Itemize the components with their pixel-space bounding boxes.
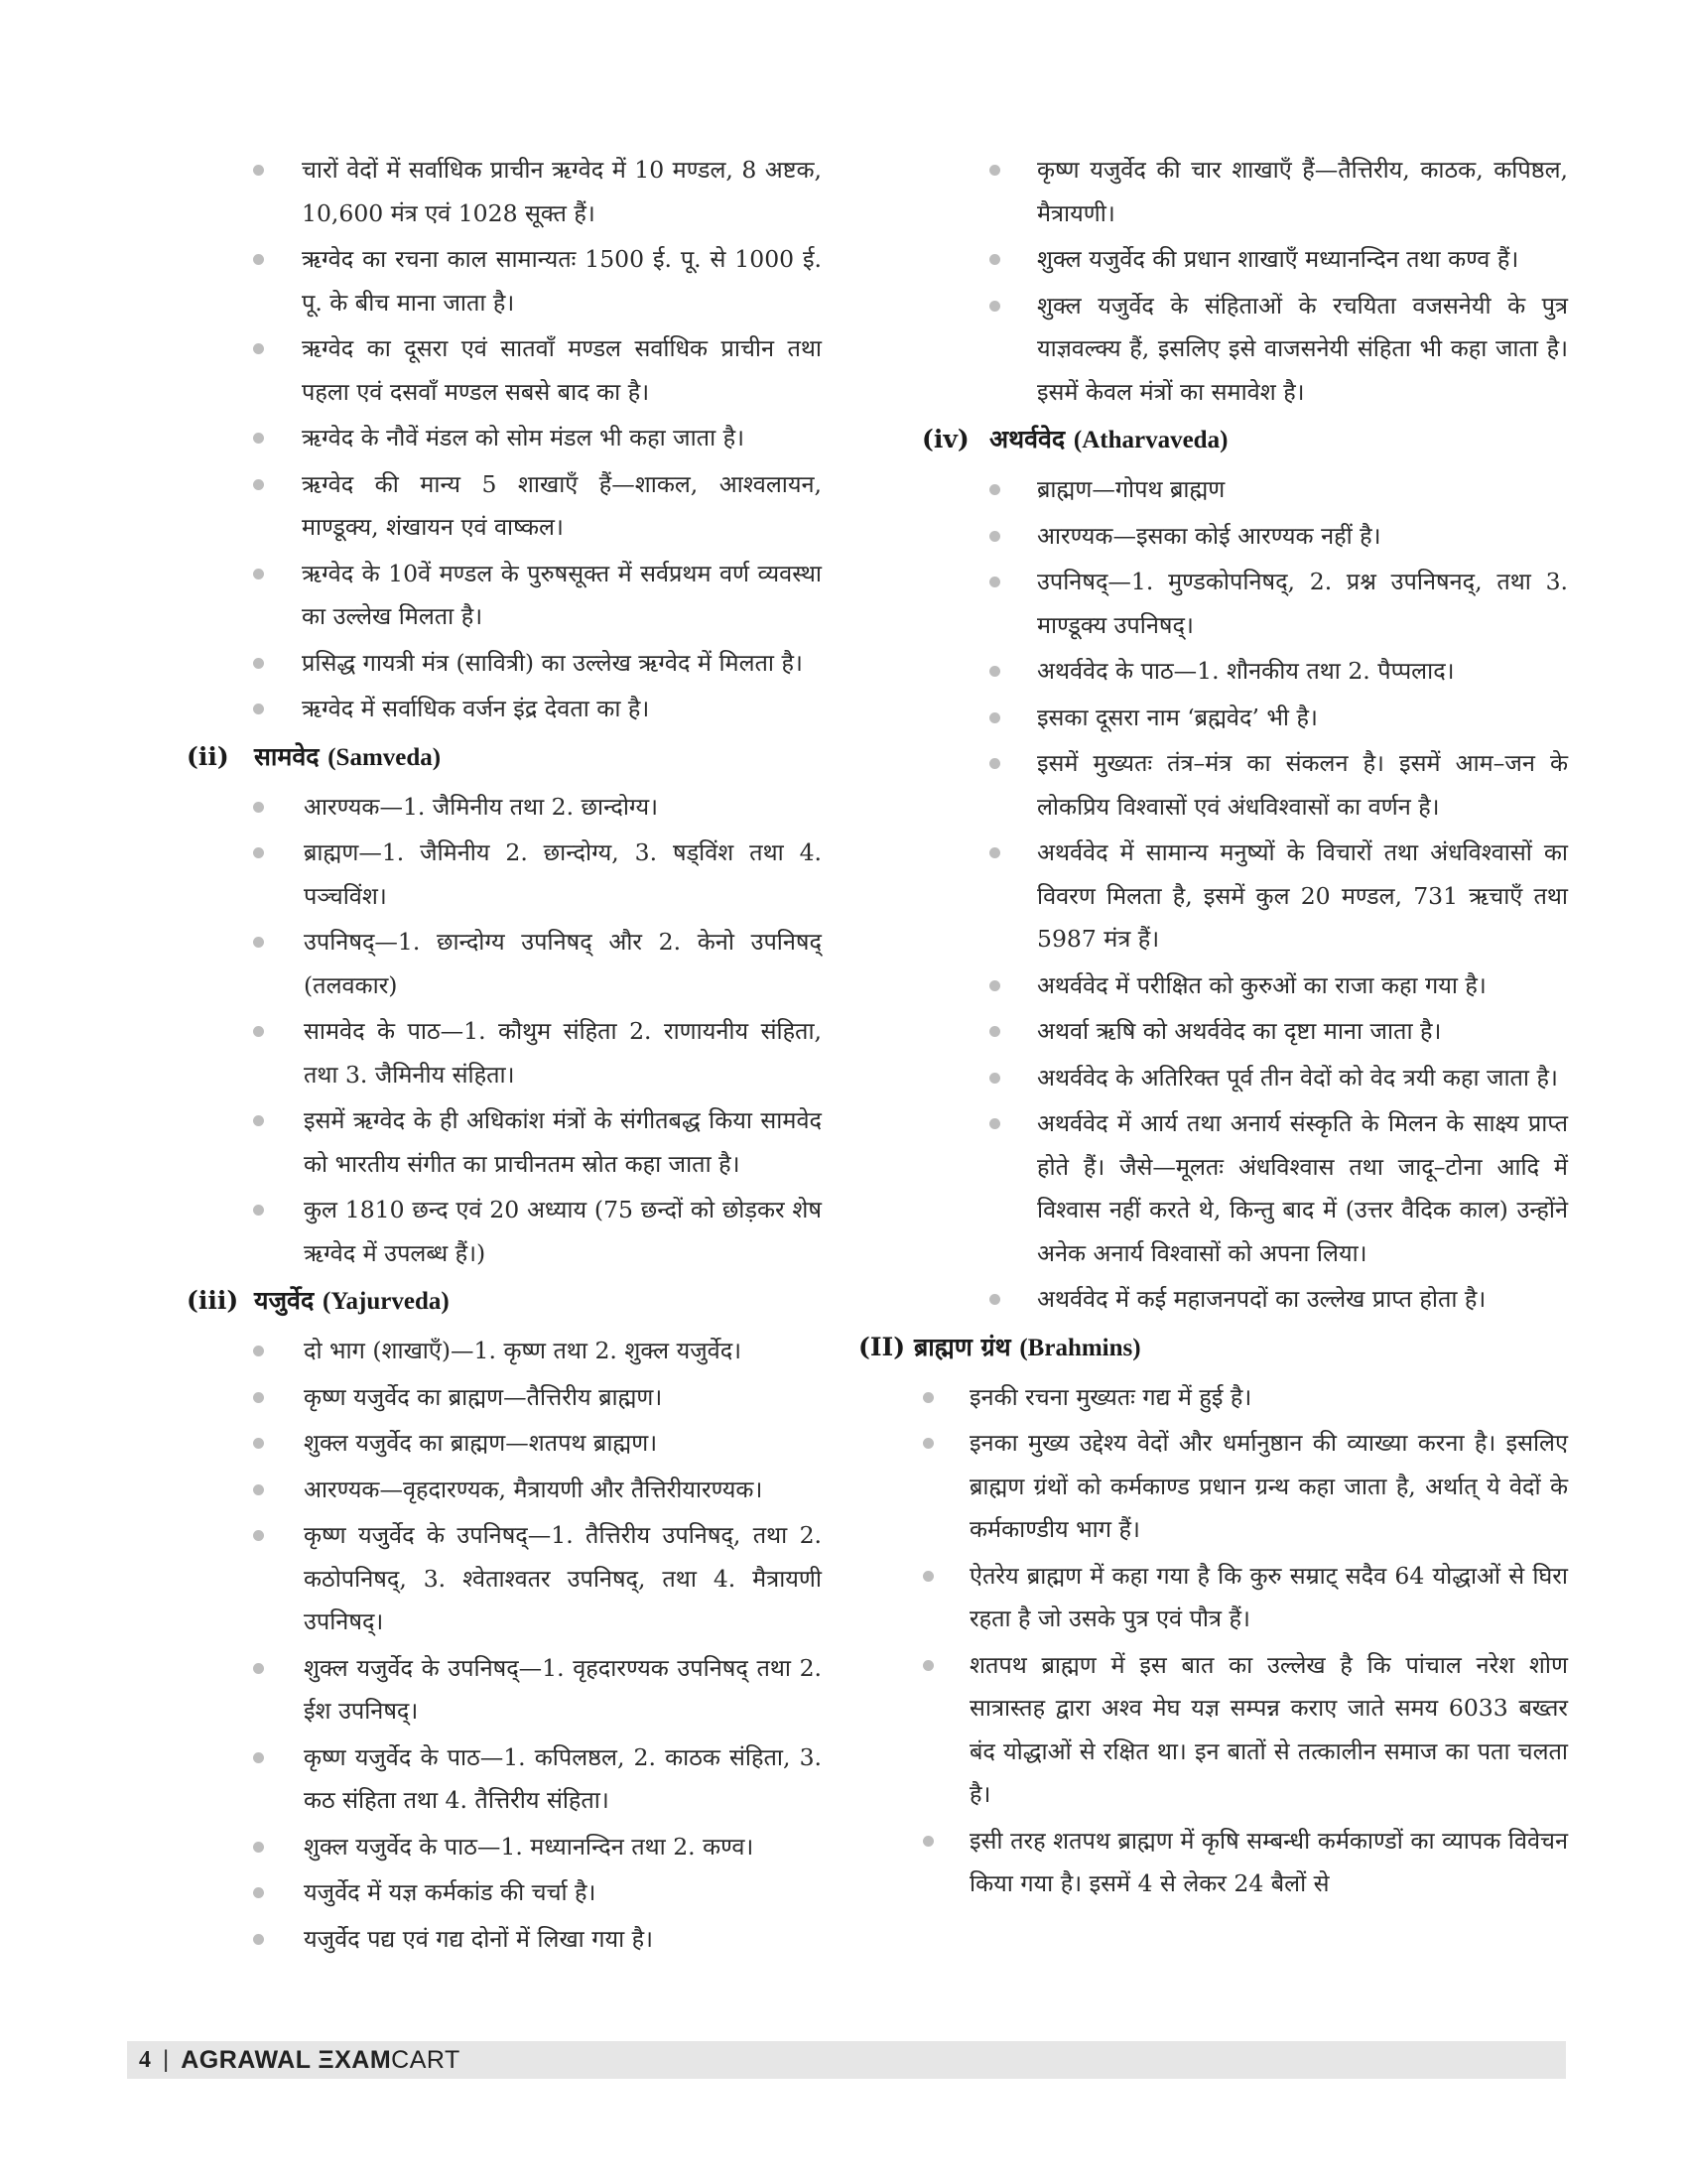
bullet-icon bbox=[253, 343, 264, 354]
samveda-list bbox=[187, 786, 822, 1276]
section-heading-atharvaveda: (iv) अथर्ववेद (Atharvaveda) bbox=[922, 425, 1229, 453]
list-item: यजुर्वेद पद्य एवं गद्य दोनों में लिखा गया है। bbox=[187, 1918, 822, 1962]
bullet-icon bbox=[923, 1660, 934, 1671]
footer-separator: | bbox=[163, 2046, 170, 2073]
list-item: शुक्ल यजुर्वेद के उपनिषद्—1. वृहदारण्यक उपनिषद् तथा 2. ईश उपनिषद्। bbox=[187, 1647, 822, 1734]
list-item: अथर्ववेद में सामान्य मनुष्यों के विचारों तथा अंधविश्वासों का विवरण मिलता है, इसमें कुल 20 मण्डल, 731 ऋचाएँ तथा 5987 मंत्र हैं। bbox=[858, 832, 1568, 962]
bullet-icon bbox=[253, 1026, 264, 1037]
right-column bbox=[858, 149, 1568, 1909]
yajurveda-list bbox=[187, 1330, 822, 1961]
atharvaveda-list bbox=[858, 468, 1568, 1322]
left-column bbox=[187, 149, 822, 1964]
list-item: कृष्ण यजुर्वेद की चार शाखाएँ हैं—तैत्तिरीय, काठक, कपिष्ठल, मैत्रायणी। bbox=[858, 149, 1568, 235]
section-heading-yajurveda: (iii) यजुर्वेद (Yajurveda) bbox=[187, 1286, 450, 1315]
list-item: ऋग्वेद के 10वें मण्डल के पुरुषसूक्त में सर्वप्रथम वर्ण व्यवस्था का उल्लेख मिलता है। bbox=[187, 553, 822, 639]
brand-logo: AGRAWAL ΞXAMCART bbox=[181, 2045, 460, 2074]
bullet-icon bbox=[253, 658, 264, 669]
bullet-icon bbox=[253, 1934, 264, 1945]
page-number: 4 bbox=[139, 2046, 151, 2073]
bullet-icon bbox=[989, 980, 1000, 991]
yajurveda-continued-list bbox=[858, 149, 1568, 414]
page-footer bbox=[127, 2041, 1566, 2079]
list-item: इसमें ऋग्वेद के ही अधिकांश मंत्रों के संगीतबद्ध किया सामवेद को भारतीय संगीत का प्राचीनतम स्रोत कहा जाता है। bbox=[187, 1099, 822, 1186]
list-item: चारों वेदों में सर्वाधिक प्राचीन ऋग्वेद में 10 मण्डल, 8 अष्टक, 10,600 मंत्र एवं 1028 सूक्त हैं। bbox=[187, 149, 822, 235]
bullet-icon bbox=[923, 1392, 934, 1403]
list-item: इनका मुख्य उद्देश्य वेदों और धर्मानुष्ठान की व्याख्या करना है। इसलिए ब्राह्मण ग्रंथों को कर्मकाण्ड प्रधान ग्रन्थ कहा जाता है, अर्थात् ये वेदों के कर्मकाण्डीय भाग हैं। bbox=[858, 1422, 1568, 1552]
list-item: अथर्ववेद में कई महाजनपदों का उल्लेख प्राप्त होता है। bbox=[858, 1278, 1568, 1322]
bullet-icon bbox=[923, 1836, 934, 1847]
list-item: ब्राह्मण—गोपथ ब्राह्मण bbox=[858, 468, 1568, 512]
list-item: यजुर्वेद में यज्ञ कर्मकांड की चर्चा है। bbox=[187, 1871, 822, 1915]
bullet-icon bbox=[989, 1118, 1000, 1129]
list-item: आरण्यक—वृहदारण्यक, मैत्रायणी और तैत्तिरीयारण्यक। bbox=[187, 1469, 822, 1512]
list-item: अथर्वा ऋषि को अथर्ववेद का दृष्टा माना जाता है। bbox=[858, 1010, 1568, 1054]
bullet-icon bbox=[253, 1115, 264, 1126]
bullet-icon bbox=[989, 712, 1000, 723]
list-item: शुक्ल यजुर्वेद की प्रधान शाखाएँ मध्यानन्दिन तथा कण्व हैं। bbox=[858, 238, 1568, 282]
list-item: ऋग्वेद की मान्य 5 शाखाएँ हैं—शाकल, आश्वलायन, माण्डूक्य, शंखायन एवं वाष्कल। bbox=[187, 463, 822, 550]
bullet-icon bbox=[989, 531, 1000, 542]
bullet-icon bbox=[253, 1752, 264, 1763]
list-item: शतपथ ब्राह्मण में इस बात का उल्लेख है कि पांचाल नरेश शोण सात्रास्तह द्वारा अश्व मेघ यज्ञ सम्पन्न कराए जाते समय 6033 बख्तर बंद योद्धाओं से रक्षित था। इन बातों से तत्कालीन समाज का पता चलता है। bbox=[858, 1644, 1568, 1817]
bullet-icon bbox=[989, 301, 1000, 312]
bullet-icon bbox=[989, 847, 1000, 858]
rigveda-list bbox=[187, 149, 822, 731]
list-item: कृष्ण यजुर्वेद के उपनिषद्—1. तैत्तिरीय उपनिषद्, तथा 2. कठोपनिषद्, 3. श्वेताश्वतर उपनिषद्, तथा 4. मैत्रायणी उपनिषद्। bbox=[187, 1514, 822, 1644]
list-item: ऋग्वेद में सर्वाधिक वर्जन इंद्र देवता का है। bbox=[187, 688, 822, 731]
list-item: इनकी रचना मुख्यतः गद्य में हुई है। bbox=[858, 1376, 1568, 1420]
bullet-icon bbox=[253, 1484, 264, 1495]
list-item: अथर्ववेद के अतिरिक्त पूर्व तीन वेदों को वेद त्रयी कहा जाता है। bbox=[858, 1057, 1568, 1100]
list-item: अथर्ववेद में आर्य तथा अनार्य संस्कृति के मिलन के साक्ष्य प्राप्त होते हैं। जैसे—मूलतः अंधविश्वास तथा जादू–टोना आदि में विश्वास नहीं करते थे, किन्तु बाद में (उत्तर वैदिक काल) उन्होंने अनेक अनार्य विश्वासों को अपना लिया। bbox=[858, 1102, 1568, 1275]
list-item: शुक्ल यजुर्वेद का ब्राह्मण—शतपथ ब्राह्मण। bbox=[187, 1422, 822, 1466]
bullet-icon bbox=[253, 847, 264, 858]
bullet-icon bbox=[253, 1663, 264, 1674]
list-item: शुक्ल यजुर्वेद के पाठ—1. मध्यानन्दिन तथा 2. कण्व। bbox=[187, 1826, 822, 1869]
list-item: आरण्यक—1. जैमिनीय तथा 2. छान्दोग्य। bbox=[187, 786, 822, 830]
list-item: अथर्ववेद में परीक्षित को कुरुओं का राजा कहा गया है। bbox=[858, 964, 1568, 1008]
bullet-icon bbox=[989, 666, 1000, 677]
list-item: प्रसिद्ध गायत्री मंत्र (सावित्री) का उल्लेख ऋग्वेद में मिलता है। bbox=[187, 642, 822, 686]
section-heading-samveda: (ii) सामवेद (Samveda) bbox=[187, 741, 442, 771]
bullet-icon bbox=[989, 1073, 1000, 1084]
list-item: ऐतरेय ब्राह्मण में कहा गया है कि कुरु सम्राट् सदैव 64 योद्धाओं से घिरा रहता है जो उसके पुत्र एवं पौत्र हैं। bbox=[858, 1555, 1568, 1641]
list-item: ऋग्वेद के नौवें मंडल को सोम मंडल भी कहा जाता है। bbox=[187, 417, 822, 460]
bullet-icon bbox=[253, 1887, 264, 1898]
list-item: सामवेद के पाठ—1. कौथुम संहिता 2. राणायनीय संहिता, तथा 3. जैमिनीय संहिता। bbox=[187, 1010, 822, 1096]
brahmins-list bbox=[858, 1376, 1568, 1906]
section-heading-brahmins: (II) ब्राह्मण ग्रंथ (Brahmins) bbox=[858, 1332, 1141, 1361]
bullet-icon bbox=[989, 758, 1000, 769]
list-item: ऋग्वेद का दूसरा एवं सातवाँ मण्डल सर्वाधिक प्राचीन तथा पहला एवं दसवाँ मण्डल सबसे बाद का है। bbox=[187, 327, 822, 414]
list-item: इसका दूसरा नाम ‘ब्रह्मवेद’ भी है। bbox=[858, 697, 1568, 740]
list-item: कृष्ण यजुर्वेद के पाठ—1. कपिलष्ठल, 2. काठक संहिता, 3. कठ संहिता तथा 4. तैत्तिरीय संहिता। bbox=[187, 1736, 822, 1823]
list-item: आरण्यक—इसका कोई आरण्यक नहीं है। bbox=[858, 515, 1568, 559]
bullet-icon bbox=[253, 254, 264, 265]
bullet-icon bbox=[253, 1346, 264, 1356]
list-item: ब्राह्मण—1. जैमिनीय 2. छान्दोग्य, 3. षड्विंश तथा 4. पञ्चविंश। bbox=[187, 832, 822, 918]
bullet-icon bbox=[989, 577, 1000, 587]
bullet-icon bbox=[989, 165, 1000, 176]
list-item: उपनिषद्—1. छान्दोग्य उपनिषद् और 2. केनो उपनिषद् (तलवकार) bbox=[187, 921, 822, 1007]
bullet-icon bbox=[253, 433, 264, 444]
list-item: कृष्ण यजुर्वेद का ब्राह्मण—तैत्तिरीय ब्राह्मण। bbox=[187, 1376, 822, 1420]
bullet-icon bbox=[253, 1438, 264, 1449]
bullet-icon bbox=[923, 1571, 934, 1582]
bullet-icon bbox=[989, 1026, 1000, 1037]
list-item: इसी तरह शतपथ ब्राह्मण में कृषि सम्बन्धी कर्मकाण्डों का व्यापक विवेचन किया गया है। इसमें 4 से लेकर 24 बैलों से bbox=[858, 1820, 1568, 1906]
bullet-icon bbox=[253, 569, 264, 579]
bullet-icon bbox=[989, 1294, 1000, 1305]
bullet-icon bbox=[923, 1438, 934, 1449]
list-item: इसमें मुख्यतः तंत्र–मंत्र का संकलन है। इसमें आम–जन के लोकप्रिय विश्वासों एवं अंधविश्वासों का वर्णन है। bbox=[858, 742, 1568, 829]
list-item: ऋग्वेद का रचना काल सामान्यतः 1500 ई. पू. से 1000 ई. पू. के बीच माना जाता है। bbox=[187, 238, 822, 324]
bullet-icon bbox=[253, 1842, 264, 1853]
bullet-icon bbox=[253, 1392, 264, 1403]
list-item: शुक्ल यजुर्वेद के संहिताओं के रचयिता वजसनेयी के पुत्र याज्ञवल्क्य हैं, इसलिए इसे वाजसनेयी संहिता भी कहा जाता है। इसमें केवल मंत्रों का समावेश है। bbox=[858, 285, 1568, 415]
bullet-icon bbox=[253, 165, 264, 176]
list-item: उपनिषद्—1. मुण्डकोपनिषद्, 2. प्रश्न उपनिषनद्, तथा 3. माण्डूक्य उपनिषद्। bbox=[858, 561, 1568, 647]
bullet-icon bbox=[253, 704, 264, 714]
bullet-icon bbox=[989, 254, 1000, 265]
bullet-icon bbox=[253, 1530, 264, 1541]
list-item: अथर्ववेद के पाठ—1. शौनकीय तथा 2. पैप्पलाद। bbox=[858, 650, 1568, 694]
bullet-icon bbox=[253, 479, 264, 490]
list-item: कुल 1810 छन्द एवं 20 अध्याय (75 छन्दों को छोड़कर शेष ऋग्वेद में उपलब्ध हैं।) bbox=[187, 1189, 822, 1275]
bullet-icon bbox=[989, 484, 1000, 495]
list-item: दो भाग (शाखाएँ)—1. कृष्ण तथा 2. शुक्ल यजुर्वेद। bbox=[187, 1330, 822, 1373]
bullet-icon bbox=[253, 802, 264, 813]
bullet-icon bbox=[253, 1205, 264, 1216]
bullet-icon bbox=[253, 937, 264, 948]
